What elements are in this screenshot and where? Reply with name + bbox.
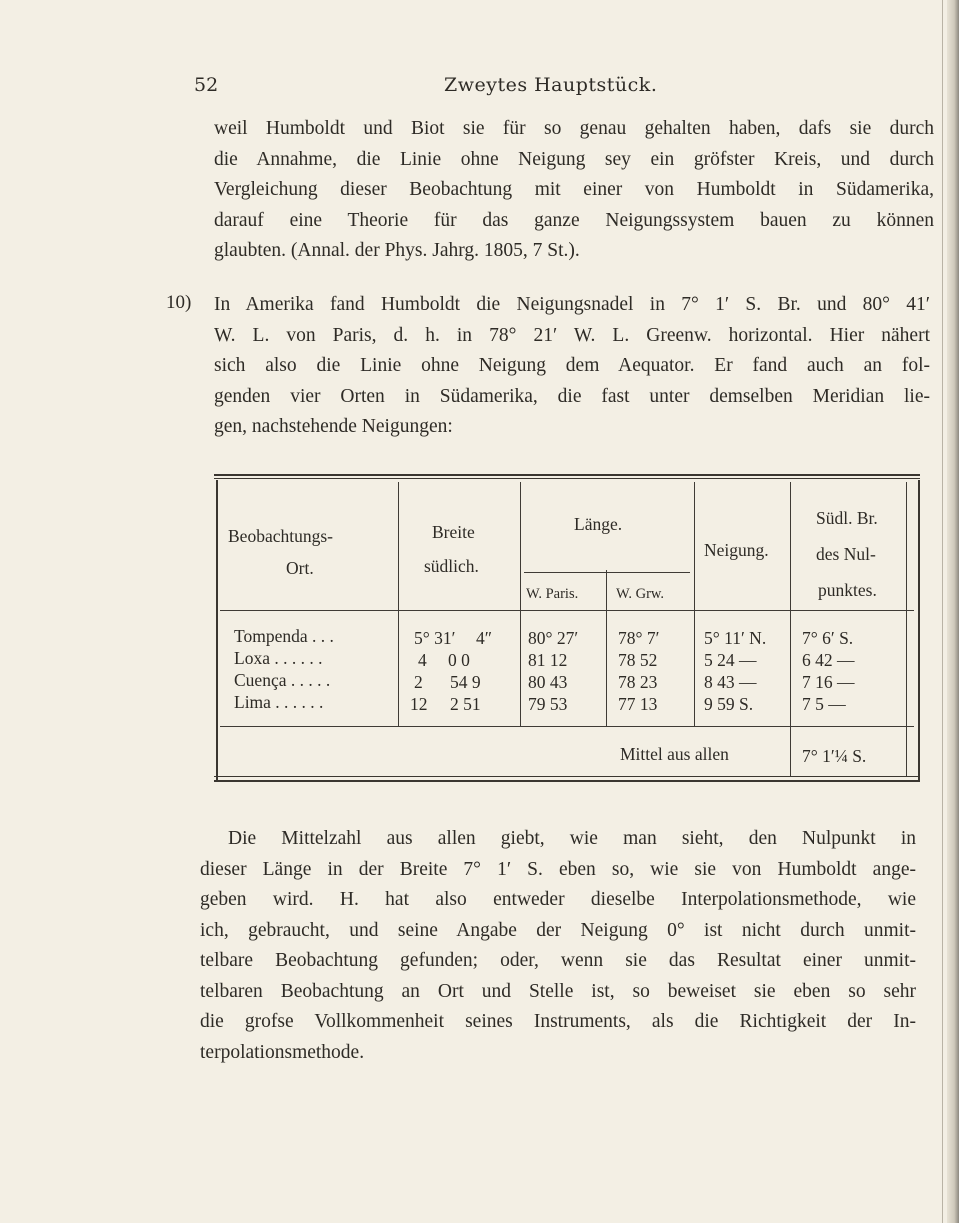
row-nullpunkt: 6 42 — <box>802 650 855 670</box>
row-ort: Lima . . . . . . <box>234 692 324 712</box>
paragraph-2 <box>214 290 930 443</box>
col-divider <box>606 570 607 726</box>
page-edge-shadow <box>947 0 959 1223</box>
col-nullpunkt-label: punktes. <box>818 580 877 600</box>
col-divider <box>398 482 399 726</box>
row-breite: 4 <box>418 650 427 670</box>
running-head: Zweytes Hauptstück. <box>444 74 658 96</box>
col-nullpunkt-label: Südl. Br. <box>816 508 878 528</box>
text-line: genden vier Orten in Südamerika, die fast unter demselben Meridian lie- <box>214 385 930 407</box>
text-line: ich, gebraucht, und seine Angabe der Neigung 0° ist nicht durch unmit- <box>200 919 916 941</box>
table-top-rule-inner <box>214 478 920 479</box>
row-neigung: 9 59 S. <box>704 694 754 714</box>
row-breite: 54 9 <box>450 672 481 692</box>
row-breite: 2 <box>414 672 423 692</box>
text-line: telbaren Beobachtung an Ort und Stelle ist, so beweiset sie eben so sehr <box>200 980 916 1002</box>
row-nullpunkt: 7 5 — <box>802 694 846 714</box>
paragraph-3 <box>200 824 916 1068</box>
text-line: sich also die Linie ohne Neigung dem Aequator. Er fand auch an fol- <box>214 355 930 376</box>
row-laenge-paris: 80° 27′ <box>528 628 579 648</box>
page-edge-line <box>942 0 943 1223</box>
row-nullpunkt: 7 16 — <box>802 672 855 692</box>
row-laenge-grw: 78 52 <box>618 650 658 670</box>
note-number: 10) <box>166 292 192 313</box>
text-line: terpolationsmethode. <box>200 1041 365 1063</box>
text-line: In Amerika fand Humboldt die Neigungsnadel in 7° 1′ S. Br. und 80° 41′ <box>214 294 930 315</box>
text-line: gen, nachstehende Neigungen: <box>214 416 453 437</box>
text-line: die Annahme, die Linie ohne Neigung sey ein gröfster Kreis, und durch <box>214 148 934 170</box>
col-breite-label: Breite <box>432 522 475 542</box>
row-ort: Cuença . . . . . <box>234 670 331 690</box>
col-divider <box>694 482 695 726</box>
text-line: telbare Beobachtung gefunden; oder, wenn sie das Resultat einer unmit- <box>200 950 916 971</box>
mittel-label: Mittel aus allen <box>620 744 729 764</box>
inclination-table <box>214 470 922 792</box>
header-rule <box>220 610 914 611</box>
row-neigung: 5° 11′ N. <box>704 628 767 648</box>
row-breite: 5° 31′ <box>414 628 456 648</box>
col-divider <box>906 482 907 776</box>
text-line: Die Mittelzahl aus allen giebt, wie man sieht, den Nulpunkt in <box>228 828 916 849</box>
mittel-value: 7° 1′¼ S. <box>802 746 867 766</box>
col-ort-label: Ort. <box>286 558 314 578</box>
page-number: 52 <box>194 74 219 96</box>
col-breite-label: südlich. <box>424 556 479 576</box>
text-line: die grofse Vollkommenheit seines Instruments, als die Richtigkeit der In- <box>200 1011 916 1032</box>
col-neigung-label: Neigung. <box>704 540 769 560</box>
text-line: dieser Länge in der Breite 7° 1′ S. eben so, wie sie von Humboldt ange- <box>200 858 916 880</box>
row-laenge-grw: 77 13 <box>618 694 658 714</box>
text-line: glaubten. (Annal. der Phys. Jahrg. 1805, 7 St.). <box>214 240 580 261</box>
row-laenge-grw: 78° 7′ <box>618 628 660 648</box>
row-nullpunkt: 7° 6′ S. <box>802 628 854 648</box>
row-laenge-grw: 78 23 <box>618 672 658 692</box>
row-neigung: 5 24 — <box>704 650 757 670</box>
row-laenge-paris: 79 53 <box>528 694 568 714</box>
col-nullpunkt-label: des Nul- <box>816 544 876 564</box>
row-neigung: 8 43 — <box>704 672 757 692</box>
text-line: weil Humboldt und Biot sie für so genau gehalten haben, dafs sie durch <box>214 118 934 139</box>
text-line: darauf eine Theorie für das ganze Neigungssystem bauen zu können <box>214 209 934 231</box>
col-paris-label: W. Paris. <box>526 586 579 602</box>
col-divider <box>520 482 521 726</box>
text-line: W. L. von Paris, d. h. in 78° 21′ W. L. Greenw. horizontal. Hier nähert <box>214 324 930 346</box>
page-header <box>194 74 794 104</box>
table-top-rule <box>214 474 920 476</box>
body-bottom-rule <box>220 726 914 727</box>
row-ort: Tompenda . . . <box>234 626 334 646</box>
col-divider <box>790 482 791 776</box>
row-breite: 2 51 <box>450 694 481 714</box>
col-ort-label: Beobachtungs- <box>228 526 333 546</box>
col-laenge-label: Länge. <box>574 514 623 534</box>
col-grw-label: W. Grw. <box>616 586 665 602</box>
row-breite: 4″ <box>476 628 493 648</box>
laenge-rule <box>524 572 690 573</box>
row-breite: 0 0 <box>448 650 470 670</box>
row-breite: 12 <box>410 694 428 714</box>
table-bottom-rule-inner <box>214 776 920 777</box>
paragraph-1 <box>214 114 934 267</box>
text-line: geben wird. H. hat also entweder dieselbe Interpolationsmethode, wie <box>200 889 916 910</box>
row-laenge-paris: 80 43 <box>528 672 568 692</box>
row-ort: Loxa . . . . . . <box>234 648 323 668</box>
row-laenge-paris: 81 12 <box>528 650 568 670</box>
text-line: Vergleichung dieser Beobachtung mit einer von Humboldt in Südamerika, <box>214 179 934 200</box>
table-bottom-rule <box>214 780 920 782</box>
